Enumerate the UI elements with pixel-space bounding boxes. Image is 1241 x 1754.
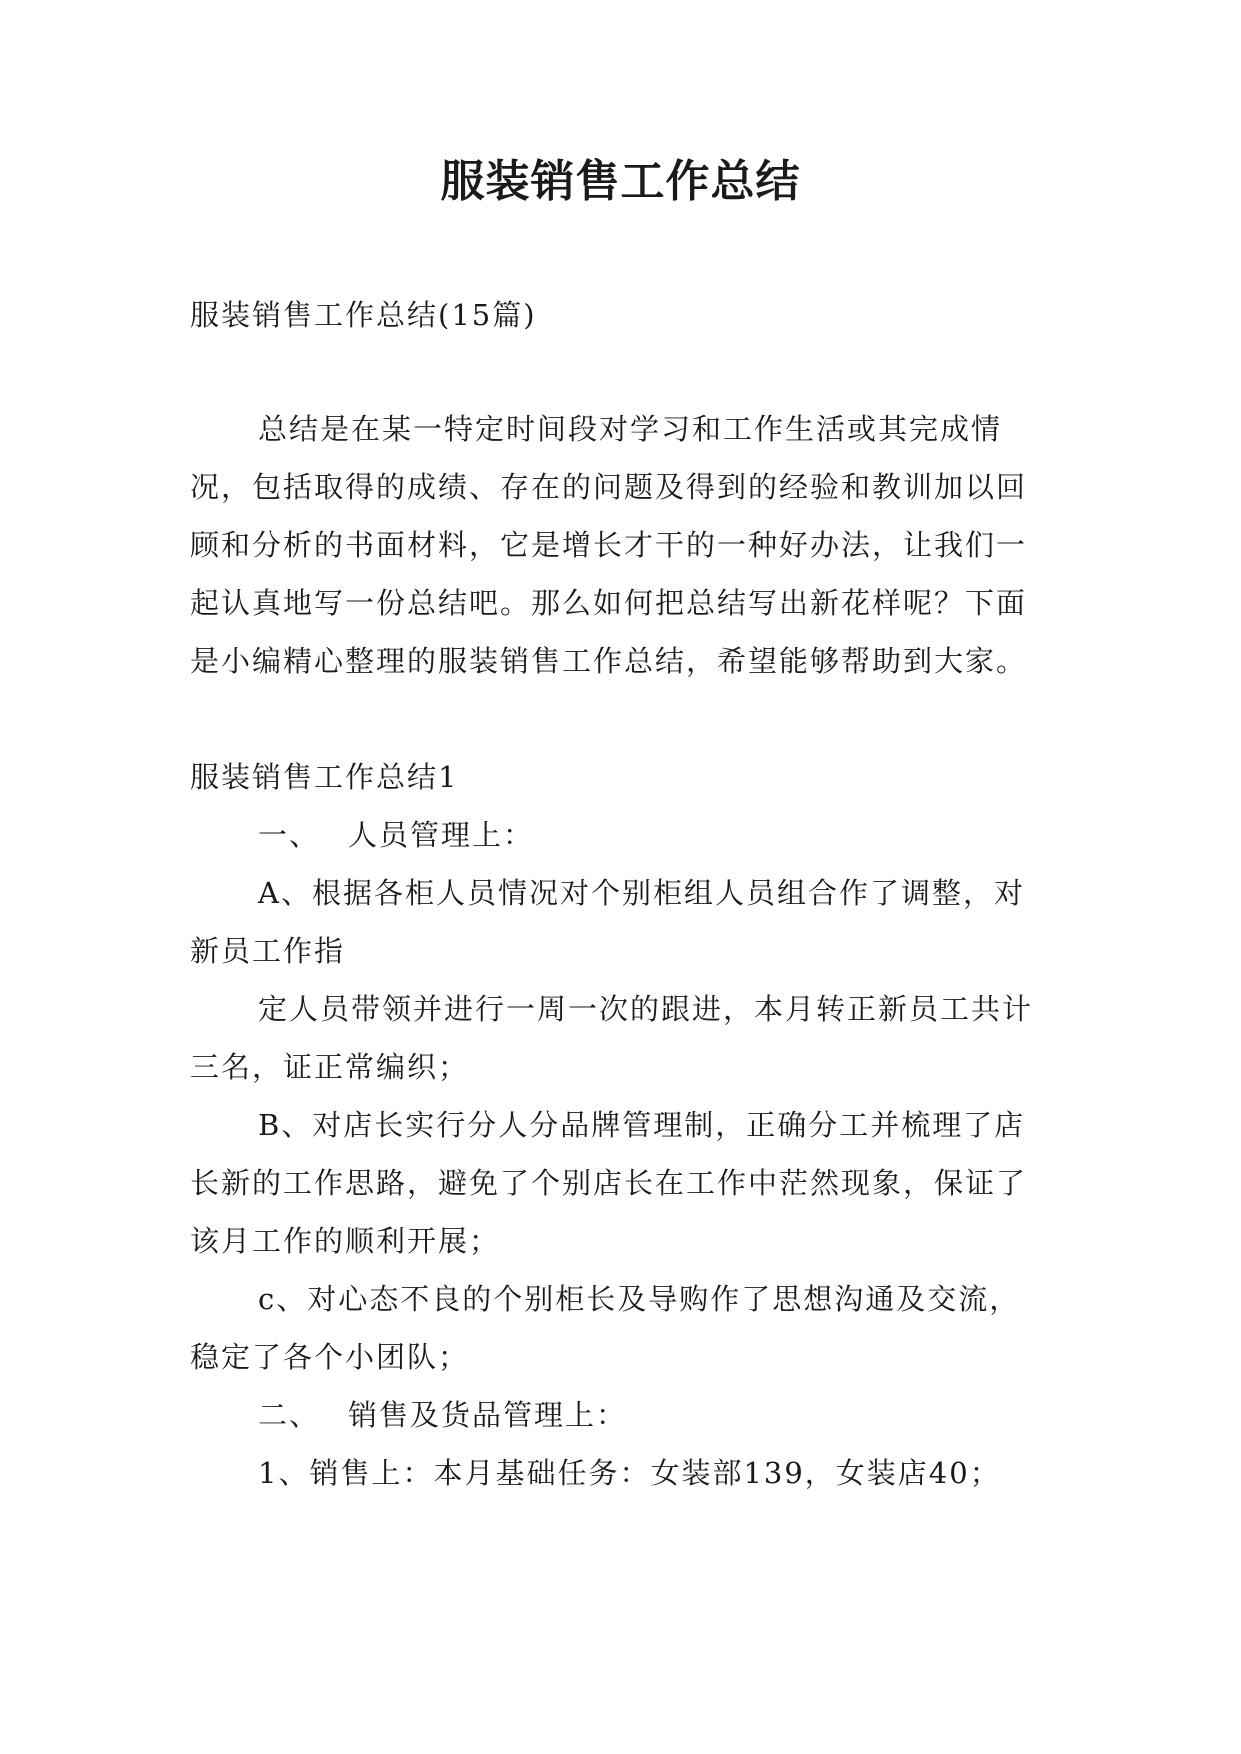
paragraph-1: 1、销售上：本月基础任务：女装部139，女装店40； xyxy=(258,1456,1001,1490)
document-title: 服装销售工作总结 xyxy=(440,156,801,207)
heading-personnel-number: 一、 xyxy=(258,818,321,852)
heading-sales-text: 销售及货品管理上： xyxy=(348,1398,628,1432)
heading-sales-number: 二、 xyxy=(258,1398,321,1432)
paragraph-c: c、对心态不良的个别柜长及导购作了思想沟通及交流，稳定了各个小团队； xyxy=(190,1282,1021,1374)
paragraph-a: A、根据各柜人员情况对个别柜组人员组合作了调整，对新员工作指 xyxy=(190,876,1025,968)
paragraph-b: B、对店长实行分人分品牌管理制，正确分工并梳理了店长新的工作思路，避免了个别店长在工作中茫然现象，保证了该月工作的顺利开展； xyxy=(190,1108,1028,1258)
document-body xyxy=(190,286,1050,1502)
document-subtitle: 服装销售工作总结(15篇) xyxy=(190,298,537,332)
heading-personnel xyxy=(190,806,1050,864)
heading-sales xyxy=(190,1386,1050,1444)
paragraph-a-continued: 定人员带领并进行一周一次的跟进，本月转正新员工共计三名，证正常编织； xyxy=(190,992,1034,1084)
section-title: 服装销售工作总结1 xyxy=(190,760,459,794)
intro-paragraph: 总结是在某一特定时间段对学习和工作生活或其完成情况，包括取得的成绩、存在的问题及得到的经验和教训加以回顾和分析的书面材料，它是增长才干的一种好办法，让我们一起认真地写一份总结吧。那么如何把总结写出新花样呢？下面是小编精心整理的服装销售工作总结，希望能够帮助到大家。 xyxy=(190,412,1028,678)
heading-personnel-text: 人员管理上： xyxy=(348,818,535,852)
